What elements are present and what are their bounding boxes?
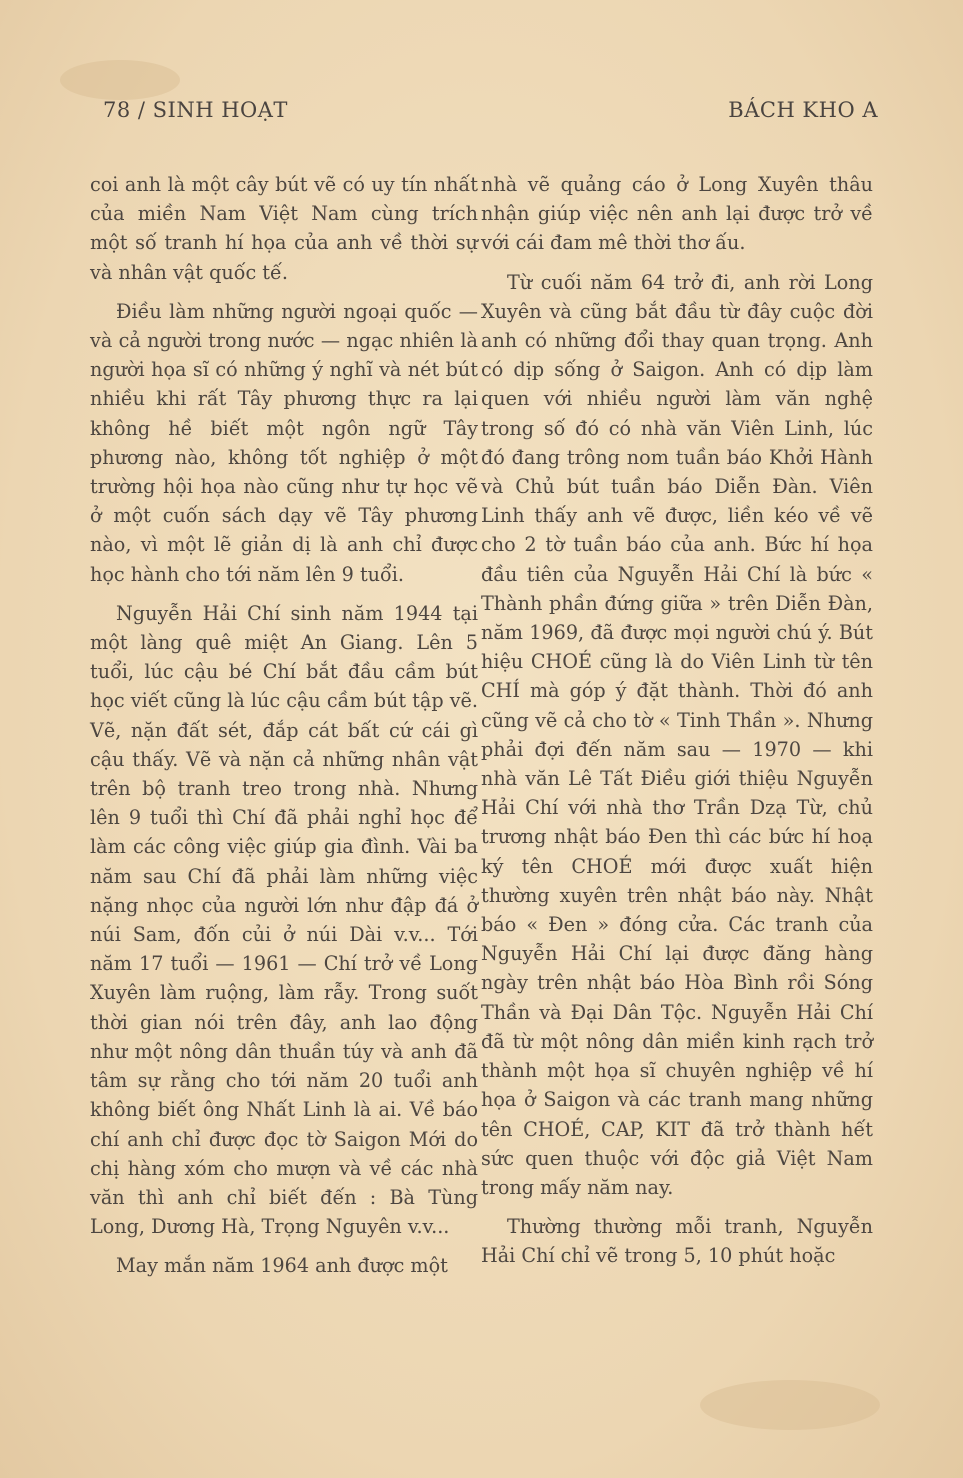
- paper-stain: [60, 60, 180, 100]
- paragraph: Thường thường mỗi tranh, Nguyễn Hải Chí chỉ vẽ trong 5, 10 phút hoặc: [481, 1215, 873, 1268]
- paragraph: coi anh là một cây bút vẽ có uy tín nhất của miền Nam Việt Nam cùng trích một số tranh hí họa của anh về thời sự và nhân vật quốc tế.: [90, 173, 478, 284]
- publication-title: BÁCH KHO A: [728, 98, 878, 122]
- paper-stain: [700, 1380, 880, 1430]
- paragraph: Nguyễn Hải Chí sinh năm 1944 tại một làng quê miệt An Giang. Lên 5 tuổi, lúc cậu bé Chí bắt đầu cầm bút học viết cũng là lúc cậu cầm bút tập vẽ. Vẽ, nặn đất sét, đắp cát bất cứ cái gì cậu thấy. Vẽ và nặn cả những nhân vật trên bộ tranh treo trong nhà. Nhưng lên 9 tuổi thì Chí đã phải nghỉ học để làm các công việc giúp gia đình. Vài ba năm sau Chí đã phải làm những việc nặng nhọc của người lớn như đập đá ở núi Sam, đốn củi ở núi Dài v.v... Tới năm 17 tuổi — 1961 — Chí trở về Long Xuyên làm ruộng, làm rẫy. Trong suốt thời gian nói trên đây, anh lao động như một nông dân thuần túy và anh đã tâm sự rằng cho tới năm 20 tuổi anh không biết ông Nhất Linh là ai. Về báo chí anh chỉ được đọc tờ Saigon Mới do chị hàng xóm cho mượn và về các nhà văn thì anh chỉ biết đến : Bà Tùng Long, Dương Hà, Trọng Nguyên v.v...: [90, 601, 478, 1239]
- paragraph: Từ cuối năm 64 trở đi, anh rời Long Xuyên và cũng bắt đầu từ đây cuộc đời anh có những đổi thay quan trọng. Anh có dịp sống ở Saigon. Anh có dịp làm quen với nhiều người làm văn nghệ trong số đó có nhà văn Viên Linh, lúc đó đang trông nom tuần báo Khởi Hành và Chủ bút tuần báo Diễn Đàn. Viên Linh thấy anh vẽ được, liền kéo về vẽ cho 2 tờ tuần báo của anh. Bức hí họa đầu tiên của Nguyễn Hải Chí là bức « Thành phần đứng giữa » trên Diễn Đàn, năm 1969, đã được mọi người chú ý. Bút hiệu CHOÉ cũng là do Viên Linh từ tên CHÍ mà góp ý đặt thành. Thời đó anh cũng vẽ cả cho tờ « Tinh Thần ». Nhưng phải đợi đến năm sau — 1970 — khi nhà văn Lê Tất Điều giới thiệu Nguyễn Hải Chí với nhà thơ Trần Dzạ Từ, chủ trương nhật báo Đen thì các bức hí hoạ ký tên CHOÉ mới được xuất hiện thường xuyên trên nhật báo này. Nhật báo « Đen » đóng cửa. Các tranh của Nguyễn Hải Chí lại được đăng hàng ngày trên nhật báo Hòa Bình rồi Sóng Thần và Đại Dân Tộc. Nguyễn Hải Chí đã từ một nông dân miền kinh rạch trở thành một họa sĩ chuyên nghiệp về hí họa ở Saigon và các tranh mang những tên CHOÉ, CAP, KIT đã trở thành hết sức quen thuộc với độc giả Việt Nam trong mấy năm nay.: [481, 270, 873, 1199]
- paragraph: May mắn năm 1964 anh được một: [116, 1254, 448, 1278]
- page-number-section: 78 / SINH HOẠT: [103, 98, 288, 122]
- page-header: [103, 98, 878, 132]
- paragraph: nhà vẽ quảng cáo ở Long Xuyên thâu nhận giúp việc nên anh lại được trở về với cái đam mê thời thơ ấu.: [481, 173, 873, 255]
- left-column: [90, 168, 478, 1291]
- paragraph: Điều làm những người ngoại quốc — và cả người trong nước — ngạc nhiên là người họa sĩ có những ý nghĩ và nét bút nhiều khi rất Tây phương thực ra lại không hề biết một ngôn ngữ Tây phương nào, không tốt nghiệp ở một trường hội họa nào cũng như tự học vẽ ở một cuốn sách dạy vẽ Tây phương nào, vì một lẽ giản dị là anh chỉ được học hành cho tới năm lên 9 tuổi.: [90, 299, 478, 586]
- right-column: [481, 168, 873, 1281]
